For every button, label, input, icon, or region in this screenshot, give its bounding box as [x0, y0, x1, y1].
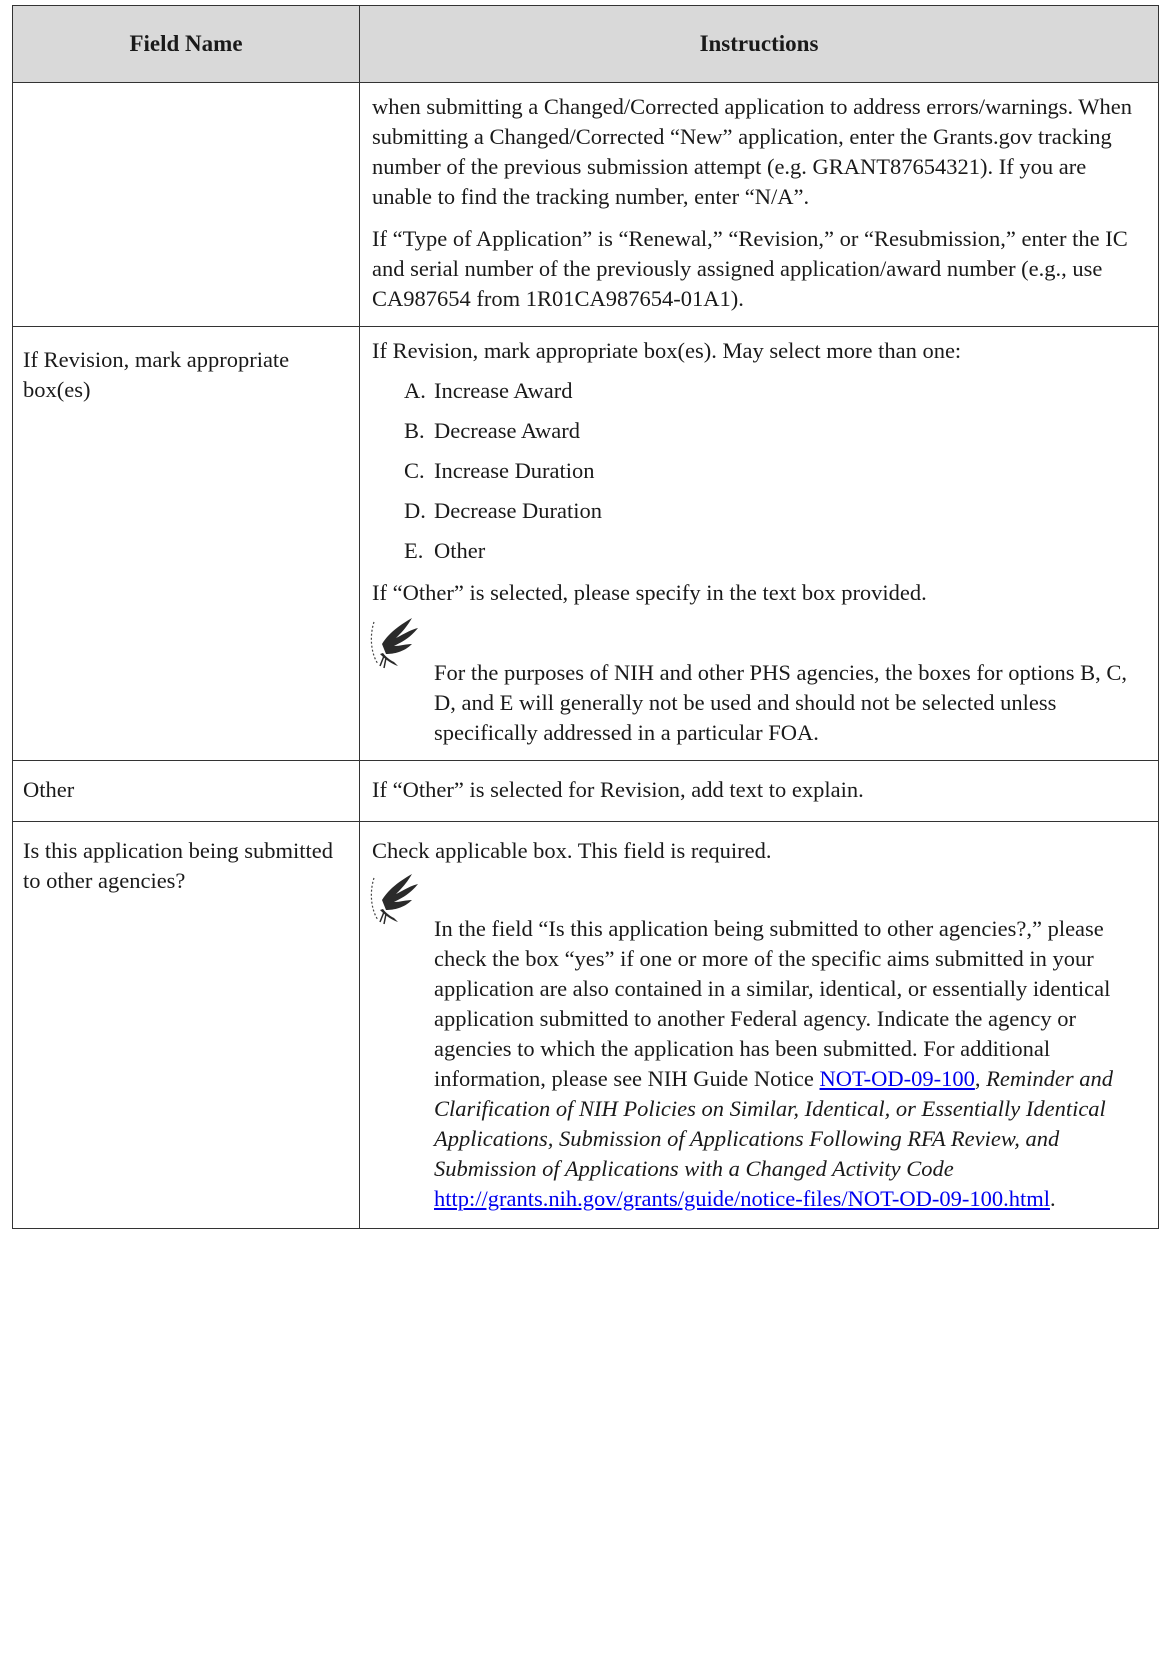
other-agencies-note: In the field “Is this application being submitted to other agencies?,” please check the box “yes” if one or more of the specific aims submitted in your application are also contained in a similar, identical, or essentially identical application submitted to another Federal agency. Indicate the agency or agencies to which the application has been submitted. For additional information, please see NIH Guide Notice NOT-OD-09-100, Reminder and Clarification of NIH Policies on Similar, Identical, or Essentially Identical Applications, Submission of Applications Following RFA Review, and Submission of Applications with a Changed Activity Code http://grants.nih.gov/grants/guide/notice-files/NOT-OD-09-100.html. [434, 916, 1114, 1211]
field-cell [13, 83, 360, 327]
table-row [13, 822, 1159, 1229]
instructions-cell [360, 83, 1159, 327]
other-specify-paragraph: If “Other” is selected, please specify in the text box provided. [372, 580, 927, 605]
field-cell: Other [13, 761, 360, 822]
instructions-cell [360, 822, 1159, 1229]
revision-intro: If Revision, mark appropriate box(es). May select more than one: [372, 338, 962, 363]
table-row [13, 327, 1159, 761]
instructions-cell [360, 327, 1159, 761]
notice-link[interactable]: NOT-OD-09-100 [819, 1066, 975, 1091]
list-item: C. Increase Duration [404, 458, 595, 483]
field-cell: If Revision, mark appropriate box(es) [13, 327, 360, 761]
list-item: E. Other [404, 538, 486, 563]
notice-url-link[interactable]: http://grants.nih.gov/grants/guide/notice-files/NOT-OD-09-100.html [434, 1186, 1050, 1211]
previous-award-paragraph: If “Type of Application” is “Renewal,” “Revision,” or “Resubmission,” enter the IC and serial number of the previously assigned application/award number (e.g., use CA987654 from 1R01CA987654-01A1). [372, 226, 1128, 311]
hhs-note-text: For the purposes of NIH and other PHS agencies, the boxes for options B, C, D, and E will generally not be used and should not be selected unless specifically addressed in a particular FOA. [434, 660, 1128, 745]
header-instructions: Instructions [360, 6, 1159, 83]
hhs-note [372, 614, 1150, 748]
revision-options-list [372, 376, 1150, 566]
list-item: B. Decrease Award [404, 418, 580, 443]
tracking-number-paragraph: when submitting a Changed/Corrected application to address errors/warnings. When submitting a Changed/Corrected “New” application, enter the Grants.gov tracking number of the previous submission attempt (e.g. GRANT87654321). If you are unable to find the tracking number, enter “N/A”. [372, 94, 1133, 209]
table-row [13, 83, 1159, 327]
list-item: D. Decrease Duration [404, 498, 603, 523]
field-cell: Is this application being submitted to other agencies? [13, 822, 360, 1229]
notice-title: Reminder and Clarification of NIH Policies on Similar, Identical, or Essentially Identical Applications, Submission of Applications Following RFA Review, and Submission of Applications with a Changed Activity Code [434, 1066, 1114, 1181]
hhs-eagle-icon [368, 870, 422, 928]
instructions-cell: If “Other” is selected for Revision, add text to explain. [360, 761, 1159, 822]
list-item: A. Increase Award [404, 378, 573, 403]
instructions-table [12, 5, 1159, 1229]
hhs-note [372, 870, 1150, 1214]
hhs-eagle-icon [368, 614, 422, 672]
applicable-box-paragraph: Check applicable box. This field is required. [372, 838, 772, 863]
header-field-name: Field Name [13, 6, 360, 83]
table-header-row [13, 6, 1159, 83]
table-row [13, 761, 1159, 822]
